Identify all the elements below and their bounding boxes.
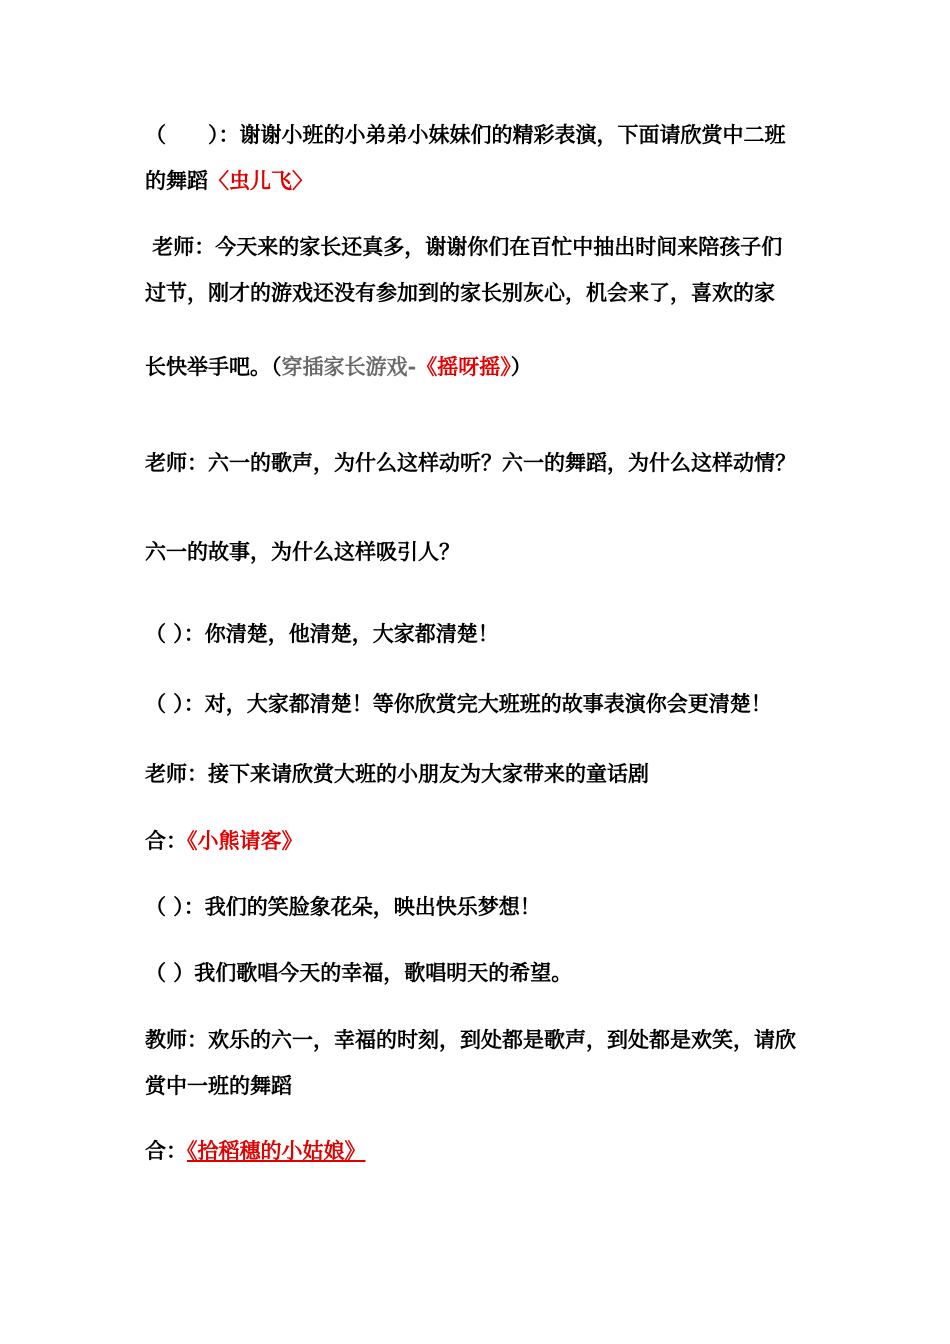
- paragraph-10-line-1: [145, 1027, 840, 1053]
- paragraph-7: [145, 828, 840, 854]
- dialogue-text: 老师：接下来请欣赏大班的小朋友为大家带来的童话剧: [145, 761, 649, 786]
- program-title: 《小熊请客》: [187, 828, 303, 853]
- dialogue-text: 老师：今天来的家长还真多，谢谢你们在百忙中抽出时间来陪孩子们: [145, 234, 783, 259]
- dialogue-text: 过节，刚才的游戏还没有参加到的家长别灰心，机会来了，喜欢的家: [145, 280, 775, 305]
- dialogue-text: 六一的故事，为什么这样吸引人？: [145, 539, 460, 564]
- paragraph-11: [145, 1138, 840, 1164]
- paragraph-9: [145, 960, 840, 986]
- dialogue-text: 的舞蹈: [145, 168, 208, 193]
- dialogue-text: 长快举手吧。（: [145, 354, 282, 379]
- dialogue-text: （ ）：我们的笑脸象花朵，映出快乐梦想！: [145, 894, 541, 919]
- paragraph-3-line-1: [145, 450, 850, 476]
- paragraph-5: [145, 691, 840, 717]
- dialogue-text: 教师：欢乐的六一，幸福的时刻，到处都是歌声，到处都是欢笑，请欣: [145, 1027, 796, 1052]
- paragraph-4: [145, 621, 840, 647]
- paragraph-1-line-1: [145, 122, 840, 148]
- program-title: 《摇呀摇》: [416, 354, 511, 379]
- dialogue-text: ）: [510, 354, 532, 379]
- dialogue-text: 合：: [145, 1138, 187, 1163]
- paragraph-8: [145, 894, 840, 920]
- stage-direction: 穿插家长游戏-: [281, 354, 417, 379]
- dialogue-text: 合：: [145, 828, 187, 853]
- dialogue-text: （ ）：对，大家都清楚！等你欣赏完大班班的故事表演你会更清楚！: [145, 691, 772, 716]
- paragraph-2-line-2: [145, 280, 840, 306]
- program-title: 〈虫儿飞〉: [208, 168, 313, 193]
- dialogue-text: 赏中一班的舞蹈: [145, 1073, 292, 1098]
- paragraph-1-line-2: [145, 168, 840, 194]
- paragraph-2-line-3: [145, 354, 840, 380]
- dialogue-text: （ ）：谢谢小班的小弟弟小妹妹们的精彩表演，下面请欣赏中二班: [145, 122, 786, 147]
- paragraph-10-line-2: [145, 1073, 840, 1099]
- paragraph-6: [145, 761, 840, 787]
- paragraph-3-line-2: [145, 539, 840, 565]
- program-title: 《拾稻穗的小姑娘》: [187, 1138, 366, 1163]
- dialogue-text: （ ）：你清楚，他清楚，大家都清楚！: [145, 621, 499, 646]
- paragraph-2-line-1: [145, 234, 840, 260]
- dialogue-text: （ ）我们歌唱今天的幸福，歌唱明天的希望。: [145, 960, 573, 985]
- dialogue-text: 老师：六一的歌声，为什么这样动听？六一的舞蹈，为什么这样动情？: [145, 450, 796, 475]
